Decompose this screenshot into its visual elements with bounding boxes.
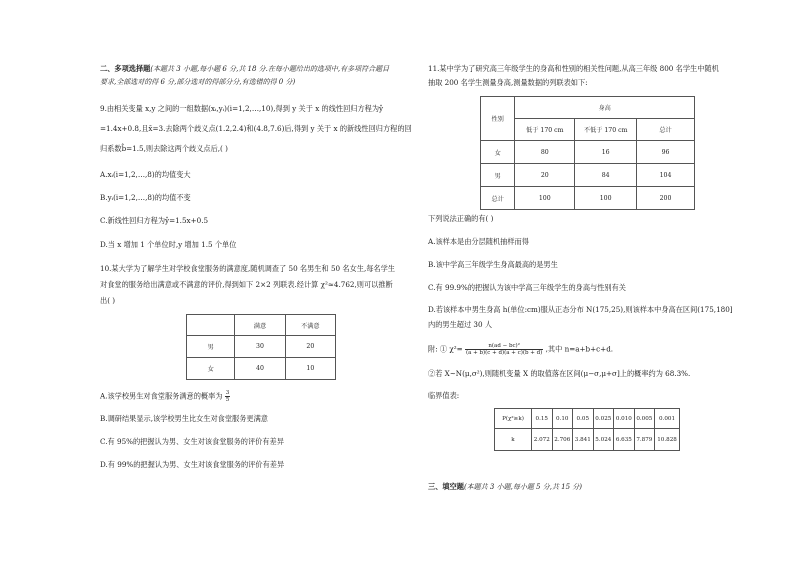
q11-row-total-label: 总计: [481, 187, 515, 210]
q11-table-gender-head: 性别: [481, 97, 515, 141]
section2-title: 二、多项选择题: [100, 64, 151, 73]
q11-table-header-below170: 低于 170 cm: [515, 119, 575, 141]
q11-row-female-c2: 16: [575, 141, 637, 164]
table-row: [495, 429, 680, 451]
section2-header: [100, 64, 389, 74]
crit-k-5: 6.635: [614, 429, 635, 451]
crit-p-label: P(χ²≥k): [495, 409, 532, 429]
q10-table-header-unsatisfied: 不满意: [285, 315, 335, 336]
crit-k-2: 2.706: [552, 429, 573, 451]
table-row: [495, 409, 680, 429]
q9-line3: 归系数b̂=1.5,则去除这两个歧义点后,( ): [100, 144, 228, 153]
q9-option-c: C.新线性回归方程为ŷ=1.5x+0.5: [100, 216, 209, 225]
crit-p-3: 0.05: [573, 409, 594, 429]
q9-option-d: D.当 x 增加 1 个单位时,y 增加 1.5 个单位: [100, 240, 237, 249]
q9-option-b: B.yᵢ(i=1,2,…,8)的均值不变: [100, 193, 191, 202]
section2-note: (本题共 3 小题,每小题 6 分,共 18 分.在每小题给出的选项中,有多项符合题目: [150, 65, 390, 73]
q11-row-male-c2: 84: [575, 164, 637, 187]
crit-p-6: 0.005: [634, 409, 655, 429]
q11-line1: 11.某中学为了研究高三年级学生的身高和性别的相关性问题,从高三年级 800 名学生中随机: [428, 64, 719, 73]
q10-option-a-denominator: 5: [225, 397, 230, 403]
crit-k-3: 3.841: [573, 429, 594, 451]
q10-row-male-label: 男: [187, 336, 235, 358]
q11-line2: 抽取 200 名学生测量身高,测量数据的列联表如下:: [428, 78, 588, 87]
q9-line1: 9.由相关变量 x,y 之间的一组数据(xᵢ,yᵢ)(i=1,2,…,10),得到 y 关于 x 的线性回归方程为ŷ: [100, 104, 384, 113]
crit-k-7: 10.828: [655, 429, 680, 451]
q11-option-a: A.该样本是由分层随机抽样而得: [428, 237, 529, 246]
q10-line2: 对食堂的服务给出满意或不满意的评价,得到如下 2×2 列联表.经计算 χ²≈4.762,则可以推断: [100, 280, 393, 289]
q11-row-male-c1: 20: [515, 164, 575, 187]
q11-row-female-c1: 80: [515, 141, 575, 164]
q10-option-b: B.调研结果显示,该学校男生比女生对食堂服务更满意: [100, 414, 268, 423]
q11-contingency-table: [480, 96, 695, 210]
q10-row-male-satisfied: 30: [235, 336, 285, 358]
q11-table-header-atleast170: 不低于 170 cm: [575, 119, 637, 141]
q10-option-d: D.有 99%的把握认为男、女生对该食堂服务的评价有差异: [100, 460, 285, 469]
chi-square-numerator: n(ad − bc)²: [465, 343, 543, 350]
crit-k-4: 5.024: [593, 429, 614, 451]
section3-header: [428, 482, 582, 492]
q10-row-female-label: 女: [187, 358, 235, 380]
critical-table-title: 临界值表:: [428, 391, 460, 400]
crit-k-6: 7.879: [634, 429, 655, 451]
table-row: [481, 164, 695, 187]
q11-row-total-c2: 100: [575, 187, 637, 210]
crit-k-label: k: [495, 429, 532, 451]
q11-option-d-line1: D.若该样本中男生身高 h(单位:cm)服从正态分布 N(175,25),则该样本中身高在区间(175,180]: [428, 305, 733, 314]
q11-row-female-label: 女: [481, 141, 515, 164]
note1-suffix: ,其中 n=a+b+c+d.: [545, 344, 614, 354]
q10-line1: 10.某大学为了解学生对学校食堂服务的满意度,随机调查了 50 名男生和 50 名女生,每名学生: [100, 264, 395, 273]
q10-option-a-text: A.该学校男生对食堂服务满意的概率为: [100, 391, 223, 401]
section3-note: (本题共 3 小题,每小题 5 分,共 15 分): [463, 483, 583, 491]
section2-note-cont: 要求,全部选对的得 6 分,部分选对的得部分分,有选错的得 0 分): [100, 78, 296, 86]
crit-k-1: 2.072: [532, 429, 553, 451]
chi-square-denominator: (a + b)(c + d)(a + c)(b + d): [465, 350, 543, 356]
q11-option-d-line2: 内的男生超过 30 人: [428, 320, 493, 329]
q10-contingency-table: [186, 314, 336, 380]
q10-row-female-unsatisfied: 10: [285, 358, 335, 380]
q11-row-total-c1: 100: [515, 187, 575, 210]
q9-option-a: A.xᵢ(i=1,2,…,8)的均值变大: [100, 170, 191, 179]
crit-p-5: 0.010: [614, 409, 635, 429]
q10-option-c: C.有 95%的把握认为男、女生对该食堂服务的评价有差异: [100, 437, 284, 446]
q9-line2: =1.4x+0.8,且x̄=3.去除两个歧义点(1.2,2.4)和(4.8,7.6)后,得到 y 关于 x 的新线性回归方程的回: [100, 124, 412, 133]
q11-row-male-label: 男: [481, 164, 515, 187]
q10-table-header-satisfied: 满意: [235, 315, 285, 336]
q10-option-a-numerator: 3: [225, 390, 230, 396]
q11-row-female-c3: 96: [637, 141, 695, 164]
chi-square-fraction: [465, 343, 543, 356]
crit-p-2: 0.10: [552, 409, 573, 429]
critical-value-table: [494, 408, 680, 451]
table-row: [187, 336, 336, 358]
q10-option-a: [100, 390, 230, 403]
note2: ②若 X~N(μ,σ²),则随机变量 X 的取值落在区间(μ−σ,μ+σ]上的概率约为 68.3%.: [428, 369, 691, 378]
crit-p-1: 0.15: [532, 409, 553, 429]
q11-option-c: C.有 99.9%的把握认为该中学高三年级学生的身高与性别有关: [428, 283, 626, 292]
q11-option-b: B.该中学高三年级学生身高最高的是男生: [428, 260, 558, 269]
section3-title: 三、填空题: [428, 482, 464, 491]
q11-row-male-c3: 104: [637, 164, 695, 187]
q10-table-header-blank: [187, 315, 235, 336]
q11-row-total-c3: 200: [637, 187, 695, 210]
q11-ask: 下列说法正确的有( ): [428, 214, 494, 223]
note1-prefix: 附: ① χ²=: [428, 344, 463, 354]
table-row: [481, 141, 695, 164]
crit-p-7: 0.001: [655, 409, 680, 429]
note1-formula: [428, 343, 613, 356]
table-row: [481, 187, 695, 210]
crit-p-4: 0.025: [593, 409, 614, 429]
q10-row-female-satisfied: 40: [235, 358, 285, 380]
q10-row-male-unsatisfied: 20: [285, 336, 335, 358]
q10-line3: 出( ): [100, 296, 116, 305]
q11-table-height-group: 身高: [515, 97, 695, 119]
q11-table-header-total: 总计: [637, 119, 695, 141]
table-row: [187, 358, 336, 380]
q10-option-a-fraction: [225, 390, 231, 403]
